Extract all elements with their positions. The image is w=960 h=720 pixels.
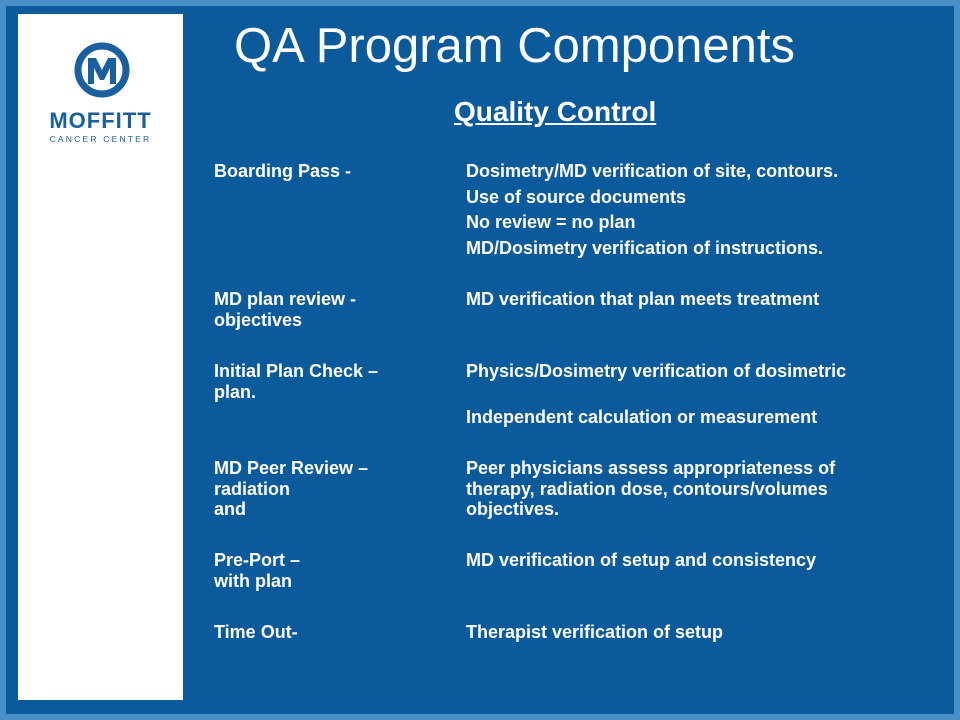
row-label: with plan <box>214 571 292 591</box>
row-description: Therapist verification of setup <box>466 622 724 642</box>
row-label: Boarding Pass - <box>214 161 352 181</box>
row-description: objectives. <box>466 499 560 519</box>
page-title: QA Program Components <box>234 19 796 73</box>
row-label: Initial Plan Check – <box>214 361 379 381</box>
logo-wordmark: MOFFITT <box>49 108 152 133</box>
row-label: plan. <box>214 382 257 402</box>
row-label: Pre-Port – <box>214 550 301 570</box>
row-description: MD/Dosimetry verification of instructions. <box>466 238 824 258</box>
row-label: and <box>214 499 247 519</box>
row-description: MD verification that plan meets treatment <box>466 289 820 309</box>
row-description: Independent calculation or measurement <box>466 407 818 427</box>
row-description: No review = no plan <box>466 212 636 232</box>
row-label: radiation <box>214 479 291 499</box>
sidebar-panel <box>18 14 183 700</box>
row-description: therapy, radiation dose, contours/volumes <box>466 479 828 499</box>
moffitt-logo-icon <box>74 42 130 98</box>
logo-subtitle: CANCER CENTER <box>49 134 152 144</box>
row-description: Peer physicians assess appropriateness of <box>466 458 836 478</box>
row-description: Dosimetry/MD verification of site, contours. <box>466 161 839 181</box>
row-description: MD verification of setup and consistency <box>466 550 817 570</box>
row-label: MD Peer Review – <box>214 458 369 478</box>
row-description: Physics/Dosimetry verification of dosimetric <box>466 361 847 381</box>
row-label: MD plan review - <box>214 289 357 309</box>
row-label: objectives <box>214 310 303 330</box>
row-description: Use of source documents <box>466 187 687 207</box>
section-heading: Quality Control <box>454 96 657 127</box>
row-label: Time Out- <box>214 622 298 642</box>
